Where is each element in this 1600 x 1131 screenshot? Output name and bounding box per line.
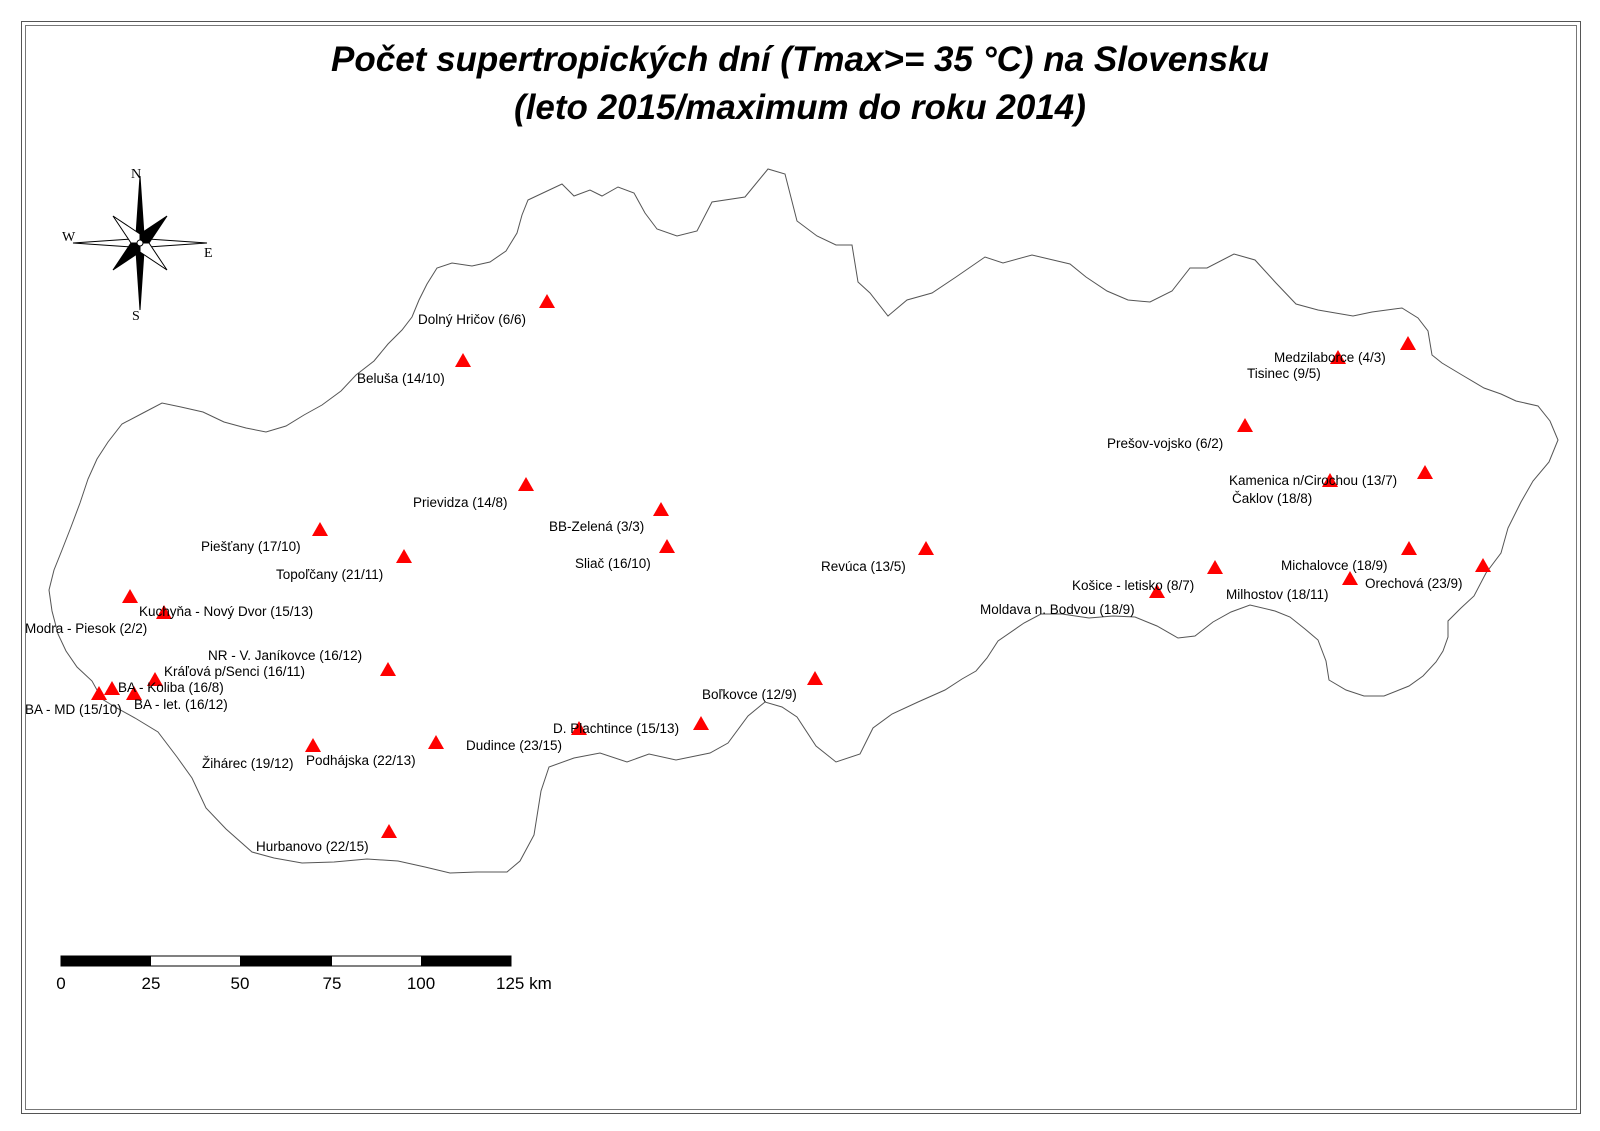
station-marker-icon — [693, 716, 709, 730]
station-marker-icon — [1417, 465, 1433, 479]
station-marker-icon — [1475, 558, 1491, 572]
station-label: Piešťany (17/10) — [201, 539, 301, 554]
scale-bar-segment — [421, 956, 511, 966]
compass-s-label: S — [132, 309, 140, 324]
station-marker-icon — [653, 502, 669, 516]
scale-bar — [56, 956, 551, 993]
station-label: Boľkovce (12/9) — [702, 687, 797, 702]
station-marker-icon — [518, 477, 534, 491]
station-label: Čaklov (18/8) — [1232, 491, 1313, 506]
station-marker-icon — [396, 549, 412, 563]
station-marker-icon — [539, 294, 555, 308]
station-marker-icon — [1342, 571, 1358, 585]
station-label: Milhostov (18/11) — [1226, 587, 1329, 602]
station-label: Moldava n. Bodvou (18/9) — [980, 602, 1135, 617]
station-label: Sliač (16/10) — [575, 556, 651, 571]
station-label: Tisinec (9/5) — [1247, 366, 1321, 381]
scale-bar-segment — [61, 956, 151, 966]
scale-bar-segment — [240, 956, 332, 966]
station-label: Revúca (13/5) — [821, 559, 906, 574]
map-title-line1: Počet supertropických dní (Tmax>= 35 °C) na Slovensku — [331, 40, 1269, 79]
station-label: Prešov-vojsko (6/2) — [1107, 436, 1224, 451]
station-label: Hurbanovo (22/15) — [256, 839, 369, 854]
compass-rose — [62, 167, 213, 324]
scale-tick-label: 25 — [141, 974, 161, 993]
station-label: BB-Zelená (3/3) — [549, 519, 645, 534]
station-label: Orechová (23/9) — [1365, 576, 1463, 591]
station-label: Podhájska (22/13) — [306, 753, 416, 768]
station-marker-icon — [428, 735, 444, 749]
station-label: Žihárec (19/12) — [202, 756, 294, 771]
scale-tick-label: 50 — [230, 974, 250, 993]
station-label: Medzilaborce (4/3) — [1274, 350, 1386, 365]
station-marker-icon — [91, 686, 107, 700]
station-marker-icon — [305, 738, 321, 752]
compass-w-label: W — [62, 230, 76, 245]
station-label: Košice - letisko (8/7) — [1072, 578, 1195, 593]
station-label: Kamenica n/Cirochou (13/7) — [1229, 473, 1398, 488]
station-label: Beluša (14/10) — [357, 371, 445, 386]
station-label: BA - let. (16/12) — [134, 697, 228, 712]
compass-e-label: E — [204, 246, 213, 261]
station-marker-icon — [455, 353, 471, 367]
station-label: NR - V. Janíkovce (16/12) — [208, 648, 363, 663]
scale-tick-label: 75 — [322, 974, 342, 993]
scale-tick-label: 0 — [56, 974, 66, 993]
station-labels — [25, 312, 1463, 854]
station-marker-icon — [380, 662, 396, 676]
station-marker-icon — [807, 671, 823, 685]
station-label: Dolný Hričov (6/6) — [418, 312, 527, 327]
station-label: Topoľčany (21/11) — [276, 567, 384, 582]
station-label: Dudince (23/15) — [466, 738, 563, 753]
station-marker-icon — [1207, 560, 1223, 574]
compass-star-icon — [73, 176, 207, 310]
map-title-line2: (leto 2015/maximum do roku 2014) — [514, 88, 1086, 127]
compass-n-label: N — [131, 167, 142, 182]
station-label: Kuchyňa - Nový Dvor (15/13) — [139, 604, 314, 619]
station-marker-icon — [1401, 541, 1417, 555]
scale-tick-label: 100 — [406, 974, 436, 993]
station-label: Prievidza (14/8) — [413, 495, 508, 510]
station-label: BA - Koliba (16/8) — [118, 680, 224, 695]
station-label: BA - MD (15/10) — [25, 702, 122, 717]
station-marker-icon — [659, 539, 675, 553]
station-marker-icon — [381, 824, 397, 838]
station-marker-icon — [1400, 336, 1416, 350]
station-marker-icon — [1237, 418, 1253, 432]
station-marker-icon — [312, 522, 328, 536]
station-label: Modra - Piesok (2/2) — [25, 621, 148, 636]
station-marker-icon — [122, 589, 138, 603]
station-label: Kráľová p/Senci (16/11) — [164, 664, 306, 679]
scale-tick-label: 125 km — [496, 974, 552, 993]
station-label: Michalovce (18/9) — [1281, 558, 1388, 573]
station-label: D. Plachtince (15/13) — [553, 721, 680, 736]
station-marker-icon — [918, 541, 934, 555]
